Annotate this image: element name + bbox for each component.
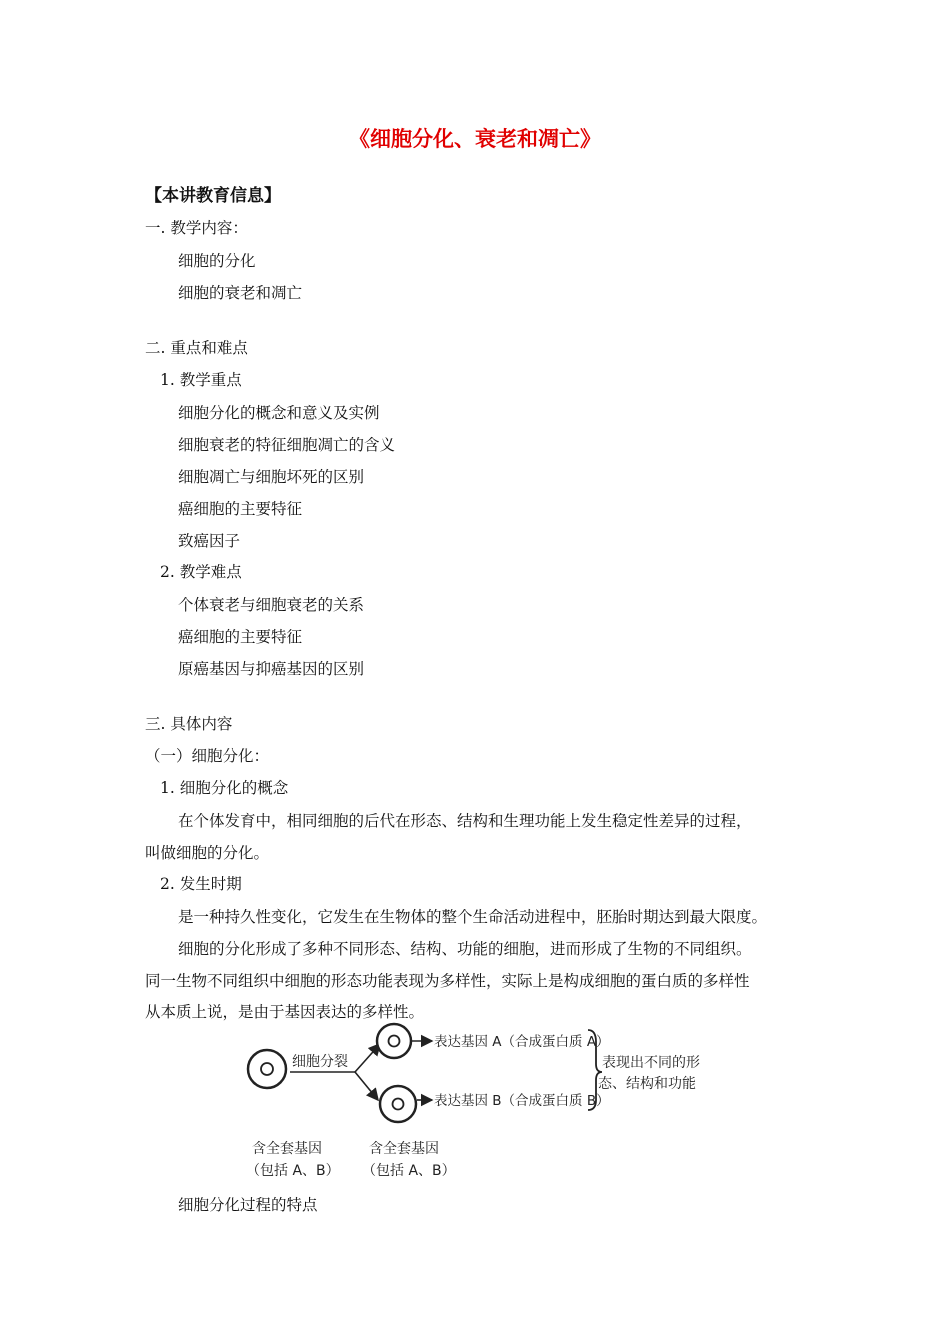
- document-title: 《细胞分化、衰老和凋亡》: [349, 127, 601, 151]
- subheading-concept: 1. 细胞分化的概念: [160, 779, 289, 797]
- result-line-2: 态、结构和功能: [598, 1076, 696, 1092]
- result-line-1: 表现出不同的形: [602, 1055, 700, 1071]
- arrow-down: [355, 1072, 378, 1100]
- list-item: 致癌因子: [178, 532, 241, 550]
- paragraph-line: 从本质上说，是由于基因表达的多样性。: [145, 1003, 425, 1021]
- paragraph-line: 细胞分化过程的特点: [178, 1196, 318, 1214]
- right-caption-1: 含全套基因: [369, 1141, 439, 1157]
- paragraph-line: 叫做细胞的分化。: [145, 844, 270, 862]
- heading-teaching-content: 一. 教学内容：: [145, 219, 248, 237]
- subheading-cell-differentiation: （一）细胞分化：: [145, 747, 270, 765]
- list-item: 癌细胞的主要特征: [178, 500, 303, 518]
- left-caption-1: 含全套基因: [252, 1141, 322, 1157]
- paragraph-line: 在个体发育中，相同细胞的后代在形态、结构和生理功能上发生稳定性差异的过程，: [178, 812, 752, 830]
- division-label: 细胞分裂: [292, 1054, 348, 1070]
- subheading-teaching-difficulty: 2. 教学难点: [160, 563, 242, 581]
- arrow-up: [355, 1044, 380, 1072]
- paragraph-line: 是一种持久性变化，它发生在生物体的整个生命活动进程中，胚胎时期达到最大限度。: [178, 908, 768, 926]
- list-item: 细胞凋亡与细胞坏死的区别: [178, 468, 365, 486]
- expression-b-label: 表达基因 B（合成蛋白质 B）: [434, 1093, 610, 1109]
- list-item: 细胞的衰老和凋亡: [178, 284, 303, 302]
- paragraph-line: 同一生物不同组织中细胞的形态功能表现为多样性，实际上是构成细胞的蛋白质的多样性: [145, 972, 750, 990]
- subheading-period: 2. 发生时期: [160, 875, 242, 893]
- list-item: 个体衰老与细胞衰老的关系: [178, 596, 365, 614]
- left-caption-2: （包括 A、B）: [246, 1163, 340, 1179]
- list-item: 细胞分化的概念和意义及实例: [178, 404, 380, 422]
- heading-key-points: 二. 重点和难点: [145, 339, 248, 357]
- list-item: 原癌基因与抑癌基因的区别: [178, 660, 365, 678]
- paragraph-line: 细胞的分化形成了多种不同形态、结构、功能的细胞，进而形成了生物的不同组织。: [178, 940, 752, 958]
- list-item: 细胞衰老的特征细胞凋亡的含义: [178, 436, 396, 454]
- subheading-teaching-focus: 1. 教学重点: [160, 371, 242, 389]
- right-caption-2: （包括 A、B）: [362, 1163, 456, 1179]
- parent-cell-icon: [248, 1050, 286, 1088]
- list-item: 细胞的分化: [178, 252, 256, 270]
- list-item: 癌细胞的主要特征: [178, 628, 303, 646]
- expression-a-label: 表达基因 A（合成蛋白质 A）: [434, 1034, 610, 1050]
- section-header: 【本讲教育信息】: [145, 186, 281, 206]
- daughter-cell-b-icon: [380, 1086, 416, 1122]
- daughter-cell-a-icon: [377, 1024, 411, 1058]
- heading-specific-content: 三. 具体内容: [145, 715, 233, 733]
- cell-differentiation-diagram: [240, 1020, 706, 1182]
